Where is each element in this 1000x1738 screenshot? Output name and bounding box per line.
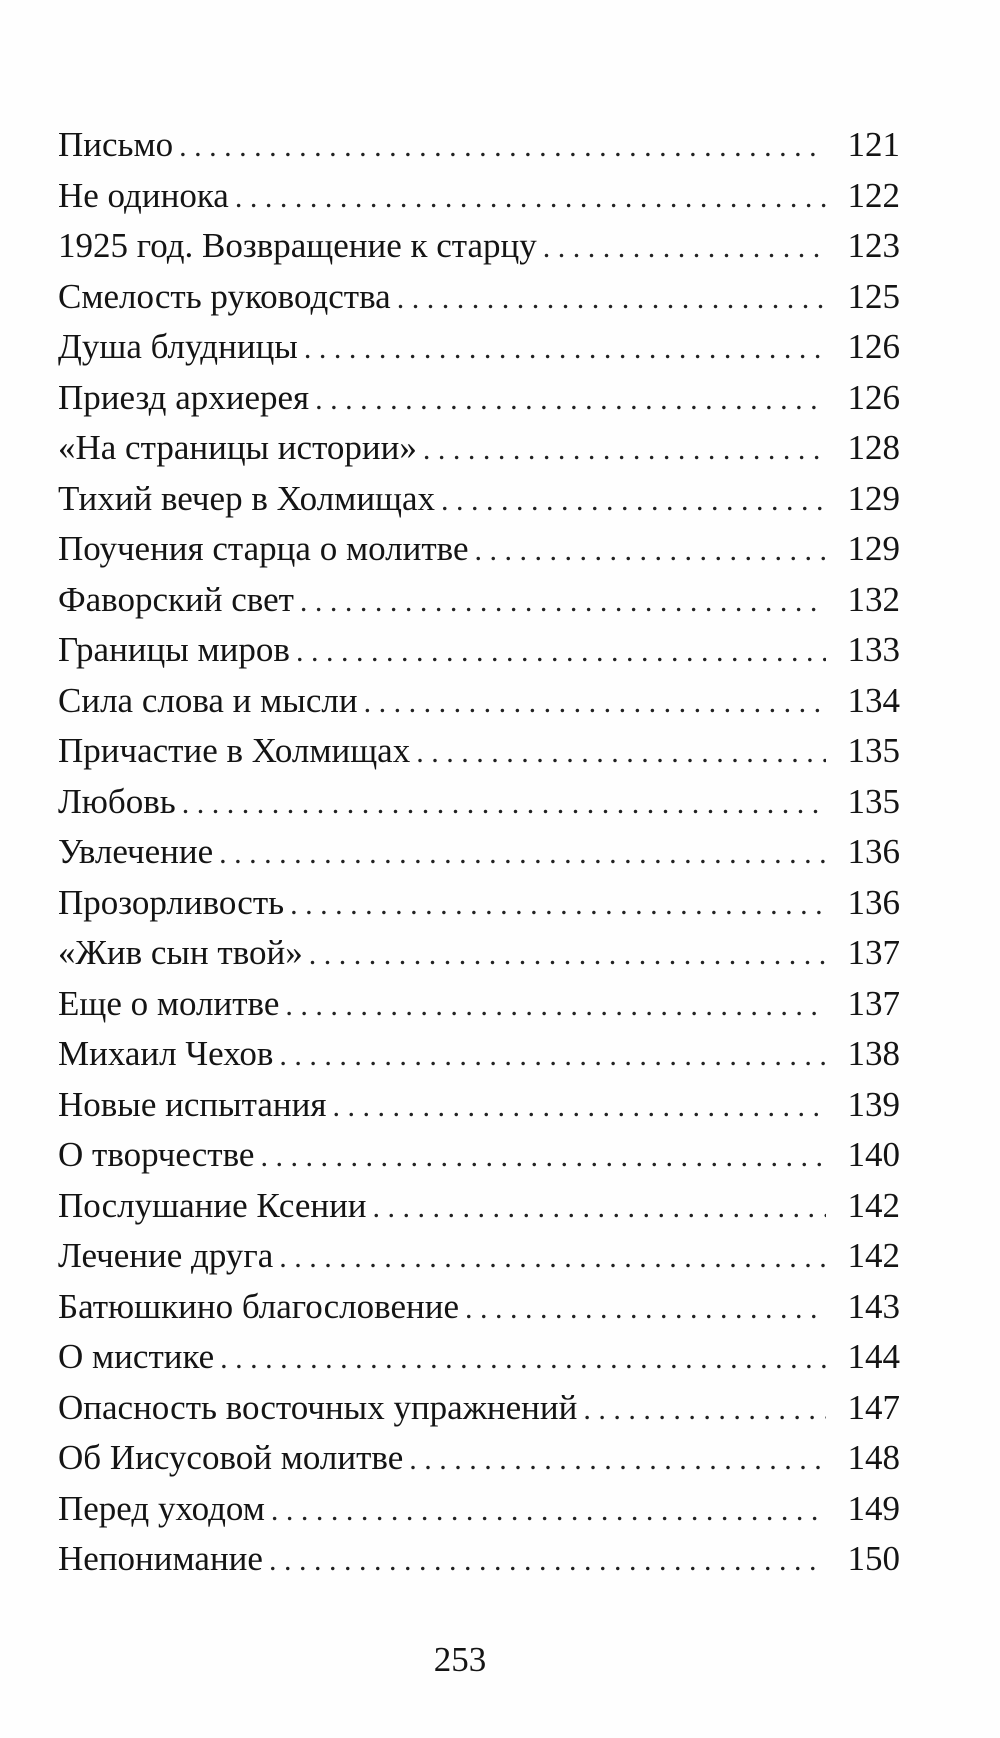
toc-entry xyxy=(58,575,900,626)
toc-entry xyxy=(58,221,900,272)
toc-entry-title: Об Иисусовой молитве xyxy=(58,1438,404,1477)
toc-entry-title: Непонимание xyxy=(58,1539,263,1578)
dot-leader xyxy=(423,425,826,476)
toc-entry-page: 129 xyxy=(847,529,900,568)
toc-entry xyxy=(58,726,900,777)
page-number: 253 xyxy=(433,1640,487,1679)
dot-leader xyxy=(300,577,826,628)
toc-entry-page: 144 xyxy=(847,1337,900,1376)
toc-entry xyxy=(58,171,900,222)
toc-entry xyxy=(58,373,900,424)
toc-entry-page: 148 xyxy=(847,1438,900,1477)
dot-leader xyxy=(179,122,826,173)
toc-entry-page: 136 xyxy=(847,832,900,871)
toc-entry-title: Причастие в Холмищах xyxy=(58,731,411,770)
toc-entry-page: 125 xyxy=(847,276,900,316)
dot-leader xyxy=(269,1536,826,1587)
toc-entry-page: 137 xyxy=(847,933,900,972)
toc-entry-page: 133 xyxy=(847,630,900,669)
toc-entry xyxy=(58,979,900,1030)
dot-leader xyxy=(219,829,826,880)
toc-entry-page: 143 xyxy=(847,1286,900,1326)
dot-leader xyxy=(296,627,826,678)
toc-entry xyxy=(58,1231,900,1282)
toc-entry xyxy=(58,423,900,474)
dot-leader xyxy=(441,476,826,527)
dot-leader xyxy=(304,324,826,375)
dot-leader xyxy=(260,1132,826,1183)
toc-entry-title: Еще о молитве xyxy=(58,983,280,1023)
toc-entry-page: 135 xyxy=(847,781,900,821)
toc-entry xyxy=(58,120,900,171)
dot-leader xyxy=(332,1082,826,1133)
toc-entry xyxy=(58,928,900,979)
dot-leader xyxy=(220,1334,826,1385)
dot-leader xyxy=(474,526,826,577)
toc-entry-page: 134 xyxy=(847,680,900,720)
toc-entry-page: 121 xyxy=(847,125,900,164)
dot-leader xyxy=(235,173,826,224)
toc-entry xyxy=(58,1181,900,1232)
toc-entry-page: 139 xyxy=(847,1084,900,1124)
toc-entry xyxy=(58,878,900,929)
toc-entry xyxy=(58,1383,900,1434)
dot-leader xyxy=(271,1486,826,1537)
toc-entry-title: Сила слова и мысли xyxy=(58,680,358,720)
toc-entry-title: Приезд архиерея xyxy=(58,377,310,417)
toc-entry-title: Батюшкино благословение xyxy=(58,1286,459,1326)
dot-leader xyxy=(465,1284,826,1335)
toc-entry-title: О творчестве xyxy=(58,1135,255,1174)
toc-entry-title: Душа блудницы xyxy=(58,327,298,366)
toc-entry-title: Перед уходом xyxy=(58,1488,265,1528)
toc-entry-page: 138 xyxy=(847,1034,900,1073)
dot-leader xyxy=(182,779,826,830)
toc-entry-title: Письмо xyxy=(58,125,174,164)
toc-entry-title: Фаворский свет xyxy=(58,579,294,619)
table-of-contents xyxy=(58,120,900,1585)
toc-entry xyxy=(58,625,900,676)
toc-entry-page: 126 xyxy=(847,327,900,366)
dot-leader xyxy=(373,1183,826,1234)
toc-entry-title: «На страницы истории» xyxy=(58,428,417,467)
dot-leader xyxy=(409,1435,826,1486)
toc-entry-title: Границы миров xyxy=(58,630,290,669)
toc-entry-title: Опасность восточных упражнений xyxy=(58,1387,578,1427)
toc-entry-title: Смелость руководства xyxy=(58,276,391,316)
dot-leader xyxy=(290,880,826,931)
toc-entry-title: Лечение друга xyxy=(58,1236,274,1275)
toc-entry xyxy=(58,777,900,828)
toc-entry xyxy=(58,322,900,373)
toc-entry xyxy=(58,1332,900,1383)
toc-entry xyxy=(58,827,900,878)
dot-leader xyxy=(309,930,826,981)
toc-entry xyxy=(58,474,900,525)
toc-entry-title: 1925 год. Возвращение к старцу xyxy=(58,226,537,265)
toc-entry xyxy=(58,1484,900,1535)
toc-entry-page: 126 xyxy=(847,377,900,417)
toc-entry xyxy=(58,272,900,323)
dot-leader xyxy=(315,375,826,426)
toc-entry-title: Поучения старца о молитве xyxy=(58,529,469,568)
dot-leader xyxy=(416,728,826,779)
toc-entry-page: 122 xyxy=(847,175,900,215)
toc-entry-title: Новые испытания xyxy=(58,1084,327,1124)
toc-entry-page: 142 xyxy=(847,1185,900,1225)
toc-entry-page: 149 xyxy=(847,1488,900,1528)
dot-leader xyxy=(279,1031,826,1082)
toc-entry-page: 128 xyxy=(847,428,900,467)
dot-leader xyxy=(364,678,826,729)
toc-entry-page: 123 xyxy=(847,226,900,265)
toc-entry xyxy=(58,1534,900,1585)
toc-entry xyxy=(58,1080,900,1131)
toc-entry xyxy=(58,1130,900,1181)
toc-entry-page: 150 xyxy=(847,1539,900,1578)
toc-entry-title: Не одинока xyxy=(58,175,229,215)
dot-leader xyxy=(543,223,826,274)
toc-entry-page: 132 xyxy=(847,579,900,619)
toc-entry-title: «Жив сын твой» xyxy=(58,933,303,972)
toc-entry-title: Любовь xyxy=(58,781,176,821)
dot-leader xyxy=(285,981,826,1032)
toc-entry-title: Послушание Ксении xyxy=(58,1185,367,1225)
toc-entry-title: Прозорливость xyxy=(58,882,285,922)
toc-entry-page: 140 xyxy=(847,1135,900,1174)
dot-leader xyxy=(279,1233,826,1284)
dot-leader xyxy=(583,1385,826,1436)
toc-entry xyxy=(58,676,900,727)
toc-entry-page: 142 xyxy=(847,1236,900,1275)
toc-entry-page: 135 xyxy=(847,731,900,770)
toc-entry xyxy=(58,524,900,575)
dot-leader xyxy=(397,274,826,325)
toc-entry-title: Михаил Чехов xyxy=(58,1034,274,1073)
toc-entry-page: 129 xyxy=(847,478,900,518)
toc-entry-page: 136 xyxy=(847,882,900,922)
toc-entry-title: О мистике xyxy=(58,1337,215,1376)
toc-entry-page: 137 xyxy=(847,983,900,1023)
toc-entry xyxy=(58,1029,900,1080)
toc-entry xyxy=(58,1282,900,1333)
toc-entry-title: Тихий вечер в Холмищах xyxy=(58,478,436,518)
toc-entry-page: 147 xyxy=(847,1387,900,1427)
toc-entry-title: Увлечение xyxy=(58,832,214,871)
toc-entry xyxy=(58,1433,900,1484)
